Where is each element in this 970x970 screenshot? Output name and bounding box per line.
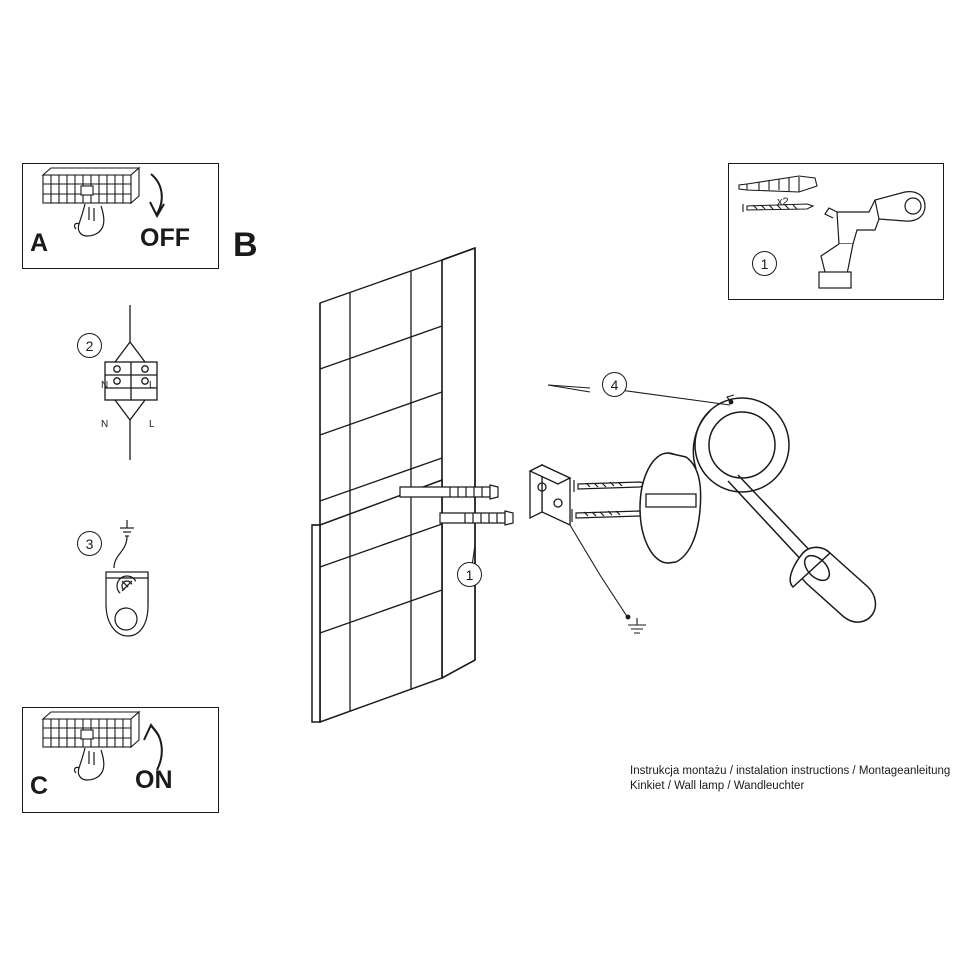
- callout-2: 2: [77, 333, 102, 358]
- callout-4: 4: [602, 372, 627, 397]
- callout-3: 3: [77, 531, 102, 556]
- panel-a: [22, 163, 219, 269]
- terminal-label-n-top: N: [101, 380, 109, 391]
- panel-a-state-label: OFF: [140, 224, 190, 252]
- panel-c-letter: C: [30, 772, 49, 800]
- terminal-label-l-top: L: [149, 380, 155, 391]
- main-section-letter: B: [233, 226, 259, 264]
- terminal-label-l-bottom: L: [149, 419, 155, 430]
- panel-a-letter: A: [30, 229, 49, 257]
- panel-c: [22, 707, 219, 813]
- main-assembly-graphic: [290, 235, 960, 755]
- callout-tools-1: 1: [752, 251, 777, 276]
- panel-c-graphic: [23, 708, 218, 812]
- callout-1-main: 1: [457, 562, 482, 587]
- tools-quantity-label: x2: [777, 196, 789, 208]
- wire-connector-graphic: [95, 300, 195, 470]
- panel-c-state-label: ON: [135, 766, 173, 794]
- terminal-label-n-bottom: N: [101, 419, 109, 430]
- footer-line-1: Instrukcja montażu / instalation instructions / Montageanleitung: [630, 765, 951, 777]
- footer-line-2: Kinkiet / Wall lamp / Wandleuchter: [630, 780, 805, 792]
- earth-terminal-graphic: [98, 520, 188, 650]
